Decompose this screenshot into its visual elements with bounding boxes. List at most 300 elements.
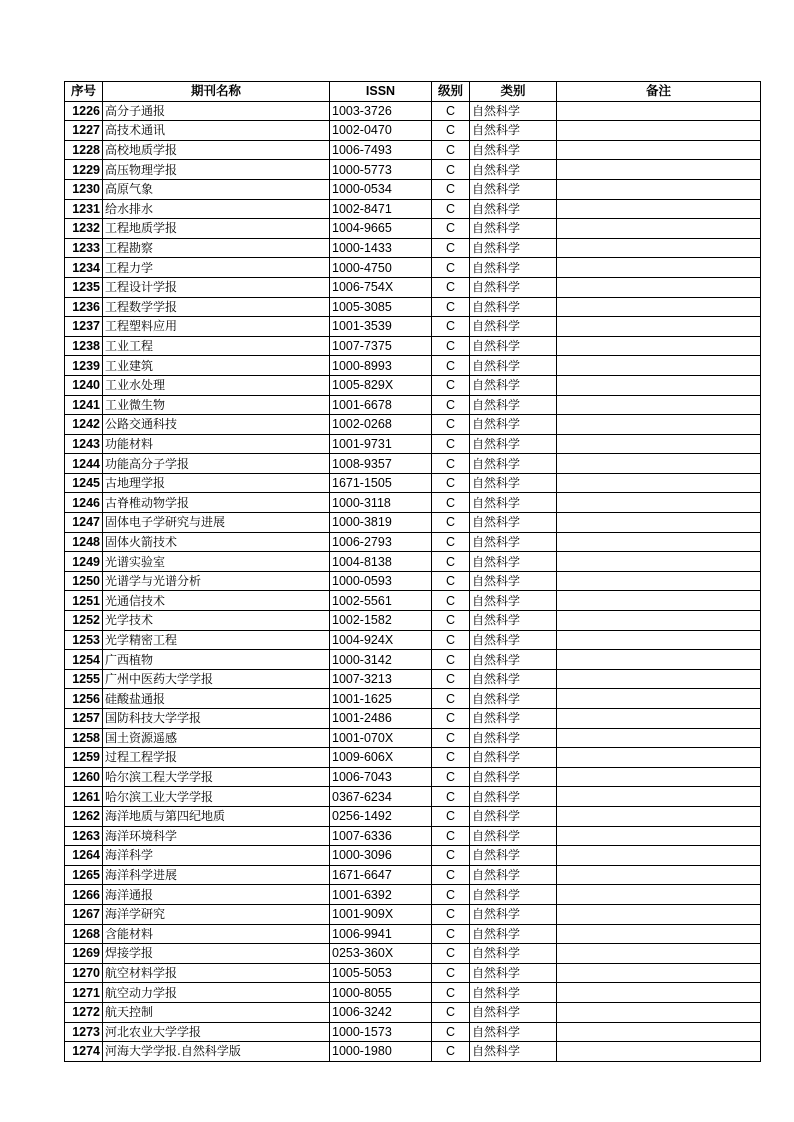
row-number: 1272 <box>65 1002 103 1022</box>
journal-name: 工程塑料应用 <box>103 317 330 337</box>
table-row <box>65 179 761 199</box>
category-cell: 自然科学 <box>470 297 557 317</box>
table-row <box>65 571 761 591</box>
issn-cell: 1001-1625 <box>330 689 432 709</box>
issn-cell: 1007-6336 <box>330 826 432 846</box>
category-cell: 自然科学 <box>470 689 557 709</box>
category-cell: 自然科学 <box>470 787 557 807</box>
row-number: 1256 <box>65 689 103 709</box>
table-row <box>65 356 761 376</box>
journal-name: 航空动力学报 <box>103 983 330 1003</box>
row-number: 1250 <box>65 571 103 591</box>
row-number: 1227 <box>65 121 103 141</box>
issn-cell: 0256-1492 <box>330 806 432 826</box>
note-cell <box>557 258 761 278</box>
level-cell: C <box>432 493 470 513</box>
row-number: 1228 <box>65 140 103 160</box>
journal-name: 海洋通报 <box>103 885 330 905</box>
level-cell: C <box>432 415 470 435</box>
level-cell: C <box>432 532 470 552</box>
journal-name: 光学精密工程 <box>103 630 330 650</box>
note-cell <box>557 160 761 180</box>
category-cell: 自然科学 <box>470 846 557 866</box>
category-cell: 自然科学 <box>470 493 557 513</box>
note-cell <box>557 904 761 924</box>
note-cell <box>557 219 761 239</box>
row-number: 1229 <box>65 160 103 180</box>
note-cell <box>557 826 761 846</box>
level-cell: C <box>432 258 470 278</box>
issn-cell: 1000-4750 <box>330 258 432 278</box>
row-number: 1234 <box>65 258 103 278</box>
table-row <box>65 297 761 317</box>
issn-cell: 1004-9665 <box>330 219 432 239</box>
issn-cell: 1001-909X <box>330 904 432 924</box>
category-cell: 自然科学 <box>470 904 557 924</box>
journal-name: 公路交通科技 <box>103 415 330 435</box>
journal-name: 海洋学研究 <box>103 904 330 924</box>
row-number: 1255 <box>65 669 103 689</box>
table-row <box>65 748 761 768</box>
journal-name: 光谱实验室 <box>103 552 330 572</box>
issn-cell: 1000-1980 <box>330 1042 432 1062</box>
table-row <box>65 767 761 787</box>
journal-name: 高分子通报 <box>103 101 330 121</box>
row-number: 1261 <box>65 787 103 807</box>
table-row <box>65 532 761 552</box>
row-number: 1230 <box>65 179 103 199</box>
category-cell: 自然科学 <box>470 317 557 337</box>
journal-name: 给水排水 <box>103 199 330 219</box>
note-cell <box>557 199 761 219</box>
issn-cell: 1009-606X <box>330 748 432 768</box>
note-cell <box>557 885 761 905</box>
level-cell: C <box>432 179 470 199</box>
note-cell <box>557 1042 761 1062</box>
journal-name: 光谱学与光谱分析 <box>103 571 330 591</box>
level-cell: C <box>432 865 470 885</box>
journal-name: 国防科技大学学报 <box>103 709 330 729</box>
level-cell: C <box>432 297 470 317</box>
note-cell <box>557 865 761 885</box>
category-cell: 自然科学 <box>470 454 557 474</box>
header-category: 类别 <box>470 82 557 102</box>
row-number: 1242 <box>65 415 103 435</box>
row-number: 1241 <box>65 395 103 415</box>
row-number: 1273 <box>65 1022 103 1042</box>
category-cell: 自然科学 <box>470 944 557 964</box>
category-cell: 自然科学 <box>470 650 557 670</box>
level-cell: C <box>432 277 470 297</box>
row-number: 1245 <box>65 473 103 493</box>
category-cell: 自然科学 <box>470 415 557 435</box>
journal-name: 工程设计学报 <box>103 277 330 297</box>
category-cell: 自然科学 <box>470 1042 557 1062</box>
level-cell: C <box>432 709 470 729</box>
row-number: 1266 <box>65 885 103 905</box>
journal-name: 工业建筑 <box>103 356 330 376</box>
level-cell: C <box>432 101 470 121</box>
issn-cell: 1006-3242 <box>330 1002 432 1022</box>
category-cell: 自然科学 <box>470 238 557 258</box>
level-cell: C <box>432 1042 470 1062</box>
issn-cell: 1005-5053 <box>330 963 432 983</box>
issn-cell: 1002-8471 <box>330 199 432 219</box>
journal-name: 光学技术 <box>103 611 330 631</box>
category-cell: 自然科学 <box>470 160 557 180</box>
issn-cell: 1005-3085 <box>330 297 432 317</box>
category-cell: 自然科学 <box>470 356 557 376</box>
level-cell: C <box>432 513 470 533</box>
note-cell <box>557 709 761 729</box>
row-number: 1244 <box>65 454 103 474</box>
row-number: 1270 <box>65 963 103 983</box>
table-row <box>65 904 761 924</box>
category-cell: 自然科学 <box>470 885 557 905</box>
issn-cell: 1002-0268 <box>330 415 432 435</box>
table-row <box>65 395 761 415</box>
category-cell: 自然科学 <box>470 983 557 1003</box>
category-cell: 自然科学 <box>470 611 557 631</box>
table-row <box>65 552 761 572</box>
issn-cell: 1004-924X <box>330 630 432 650</box>
table-row <box>65 865 761 885</box>
row-number: 1232 <box>65 219 103 239</box>
journal-name: 广州中医药大学学报 <box>103 669 330 689</box>
issn-cell: 1006-754X <box>330 277 432 297</box>
level-cell: C <box>432 395 470 415</box>
issn-cell: 1000-0593 <box>330 571 432 591</box>
category-cell: 自然科学 <box>470 709 557 729</box>
issn-cell: 1006-9941 <box>330 924 432 944</box>
level-cell: C <box>432 454 470 474</box>
category-cell: 自然科学 <box>470 121 557 141</box>
table-row <box>65 709 761 729</box>
note-cell <box>557 493 761 513</box>
journal-name: 固体火箭技术 <box>103 532 330 552</box>
table-row <box>65 238 761 258</box>
row-number: 1248 <box>65 532 103 552</box>
row-number: 1239 <box>65 356 103 376</box>
table-row <box>65 277 761 297</box>
issn-cell: 1000-3118 <box>330 493 432 513</box>
header-note: 备注 <box>557 82 761 102</box>
issn-cell: 1002-5561 <box>330 591 432 611</box>
note-cell <box>557 297 761 317</box>
journal-name: 航天控制 <box>103 1002 330 1022</box>
issn-cell: 1003-3726 <box>330 101 432 121</box>
row-number: 1247 <box>65 513 103 533</box>
level-cell: C <box>432 944 470 964</box>
level-cell: C <box>432 199 470 219</box>
level-cell: C <box>432 356 470 376</box>
category-cell: 自然科学 <box>470 669 557 689</box>
row-number: 1268 <box>65 924 103 944</box>
issn-cell: 1001-6678 <box>330 395 432 415</box>
note-cell <box>557 101 761 121</box>
note-cell <box>557 630 761 650</box>
level-cell: C <box>432 904 470 924</box>
note-cell <box>557 454 761 474</box>
category-cell: 自然科学 <box>470 513 557 533</box>
header-row <box>65 82 761 102</box>
table-row <box>65 375 761 395</box>
issn-cell: 1004-8138 <box>330 552 432 572</box>
category-cell: 自然科学 <box>470 101 557 121</box>
issn-cell: 1001-6392 <box>330 885 432 905</box>
row-number: 1260 <box>65 767 103 787</box>
category-cell: 自然科学 <box>470 806 557 826</box>
journal-name: 工业工程 <box>103 336 330 356</box>
issn-cell: 1007-3213 <box>330 669 432 689</box>
level-cell: C <box>432 1022 470 1042</box>
issn-cell: 1000-8055 <box>330 983 432 1003</box>
note-cell <box>557 944 761 964</box>
note-cell <box>557 552 761 572</box>
table-row <box>65 101 761 121</box>
journal-name: 海洋地质与第四纪地质 <box>103 806 330 826</box>
note-cell <box>557 356 761 376</box>
header-name: 期刊名称 <box>103 82 330 102</box>
table-row <box>65 983 761 1003</box>
note-cell <box>557 532 761 552</box>
journal-name: 固体电子学研究与进展 <box>103 513 330 533</box>
level-cell: C <box>432 846 470 866</box>
table-row <box>65 1042 761 1062</box>
level-cell: C <box>432 552 470 572</box>
row-number: 1258 <box>65 728 103 748</box>
note-cell <box>557 591 761 611</box>
category-cell: 自然科学 <box>470 728 557 748</box>
level-cell: C <box>432 1002 470 1022</box>
row-number: 1249 <box>65 552 103 572</box>
row-number: 1243 <box>65 434 103 454</box>
table-row <box>65 924 761 944</box>
note-cell <box>557 963 761 983</box>
journal-name: 海洋环境科学 <box>103 826 330 846</box>
category-cell: 自然科学 <box>470 277 557 297</box>
journal-name: 高压物理学报 <box>103 160 330 180</box>
issn-cell: 1000-8993 <box>330 356 432 376</box>
journal-name: 河海大学学报.自然科学版 <box>103 1042 330 1062</box>
table-row <box>65 454 761 474</box>
table-row <box>65 630 761 650</box>
table-row <box>65 199 761 219</box>
row-number: 1253 <box>65 630 103 650</box>
note-cell <box>557 121 761 141</box>
note-cell <box>557 1002 761 1022</box>
note-cell <box>557 336 761 356</box>
table-row <box>65 669 761 689</box>
row-number: 1238 <box>65 336 103 356</box>
note-cell <box>557 317 761 337</box>
category-cell: 自然科学 <box>470 630 557 650</box>
row-number: 1233 <box>65 238 103 258</box>
journal-name: 焊接学报 <box>103 944 330 964</box>
category-cell: 自然科学 <box>470 591 557 611</box>
issn-cell: 1671-1505 <box>330 473 432 493</box>
level-cell: C <box>432 317 470 337</box>
journal-name: 广西植物 <box>103 650 330 670</box>
issn-cell: 1000-3819 <box>330 513 432 533</box>
note-cell <box>557 650 761 670</box>
journal-name: 工程勘察 <box>103 238 330 258</box>
level-cell: C <box>432 238 470 258</box>
table-row <box>65 121 761 141</box>
table-row <box>65 611 761 631</box>
table-row <box>65 434 761 454</box>
issn-cell: 1002-0470 <box>330 121 432 141</box>
row-number: 1235 <box>65 277 103 297</box>
note-cell <box>557 728 761 748</box>
journal-name: 光通信技术 <box>103 591 330 611</box>
journal-name: 含能材料 <box>103 924 330 944</box>
level-cell: C <box>432 375 470 395</box>
issn-cell: 1002-1582 <box>330 611 432 631</box>
note-cell <box>557 473 761 493</box>
row-number: 1237 <box>65 317 103 337</box>
table-row <box>65 826 761 846</box>
table-row <box>65 846 761 866</box>
journal-name: 工程数学学报 <box>103 297 330 317</box>
row-number: 1246 <box>65 493 103 513</box>
note-cell <box>557 748 761 768</box>
category-cell: 自然科学 <box>470 140 557 160</box>
journal-name: 工业微生物 <box>103 395 330 415</box>
journal-name: 工业水处理 <box>103 375 330 395</box>
table-row <box>65 258 761 278</box>
journal-name: 高校地质学报 <box>103 140 330 160</box>
issn-cell: 1000-1573 <box>330 1022 432 1042</box>
row-number: 1226 <box>65 101 103 121</box>
table-row <box>65 650 761 670</box>
table-row <box>65 591 761 611</box>
category-cell: 自然科学 <box>470 532 557 552</box>
journal-table <box>64 81 761 1062</box>
note-cell <box>557 983 761 1003</box>
issn-cell: 1000-3096 <box>330 846 432 866</box>
row-number: 1259 <box>65 748 103 768</box>
level-cell: C <box>432 767 470 787</box>
row-number: 1251 <box>65 591 103 611</box>
note-cell <box>557 179 761 199</box>
category-cell: 自然科学 <box>470 395 557 415</box>
level-cell: C <box>432 924 470 944</box>
level-cell: C <box>432 473 470 493</box>
issn-cell: 1671-6647 <box>330 865 432 885</box>
table-row <box>65 219 761 239</box>
issn-cell: 1000-5773 <box>330 160 432 180</box>
note-cell <box>557 513 761 533</box>
row-number: 1274 <box>65 1042 103 1062</box>
table-row <box>65 513 761 533</box>
note-cell <box>557 395 761 415</box>
category-cell: 自然科学 <box>470 1022 557 1042</box>
category-cell: 自然科学 <box>470 748 557 768</box>
header-issn: ISSN <box>330 82 432 102</box>
journal-name: 航空材料学报 <box>103 963 330 983</box>
category-cell: 自然科学 <box>470 963 557 983</box>
level-cell: C <box>432 826 470 846</box>
level-cell: C <box>432 669 470 689</box>
note-cell <box>557 669 761 689</box>
level-cell: C <box>432 963 470 983</box>
issn-cell: 1001-2486 <box>330 709 432 729</box>
row-number: 1254 <box>65 650 103 670</box>
level-cell: C <box>432 611 470 631</box>
journal-name: 河北农业大学学报 <box>103 1022 330 1042</box>
note-cell <box>557 1022 761 1042</box>
level-cell: C <box>432 748 470 768</box>
category-cell: 自然科学 <box>470 375 557 395</box>
level-cell: C <box>432 806 470 826</box>
issn-cell: 1001-070X <box>330 728 432 748</box>
journal-name: 高原气象 <box>103 179 330 199</box>
row-number: 1252 <box>65 611 103 631</box>
table-body <box>65 101 761 1061</box>
table-row <box>65 317 761 337</box>
note-cell <box>557 277 761 297</box>
note-cell <box>557 689 761 709</box>
table-row <box>65 885 761 905</box>
row-number: 1240 <box>65 375 103 395</box>
issn-cell: 1001-3539 <box>330 317 432 337</box>
category-cell: 自然科学 <box>470 258 557 278</box>
category-cell: 自然科学 <box>470 219 557 239</box>
level-cell: C <box>432 434 470 454</box>
row-number: 1263 <box>65 826 103 846</box>
row-number: 1265 <box>65 865 103 885</box>
category-cell: 自然科学 <box>470 1002 557 1022</box>
table-row <box>65 806 761 826</box>
level-cell: C <box>432 121 470 141</box>
table-row <box>65 336 761 356</box>
issn-cell: 1006-7043 <box>330 767 432 787</box>
journal-name: 工程力学 <box>103 258 330 278</box>
issn-cell: 1006-2793 <box>330 532 432 552</box>
note-cell <box>557 787 761 807</box>
category-cell: 自然科学 <box>470 179 557 199</box>
table-row <box>65 415 761 435</box>
row-number: 1262 <box>65 806 103 826</box>
note-cell <box>557 571 761 591</box>
row-number: 1264 <box>65 846 103 866</box>
table-row <box>65 1002 761 1022</box>
journal-name: 高技术通讯 <box>103 121 330 141</box>
table-row <box>65 473 761 493</box>
level-cell: C <box>432 728 470 748</box>
journal-name: 功能高分子学报 <box>103 454 330 474</box>
table-row <box>65 963 761 983</box>
level-cell: C <box>432 571 470 591</box>
category-cell: 自然科学 <box>470 826 557 846</box>
row-number: 1257 <box>65 709 103 729</box>
table-row <box>65 787 761 807</box>
journal-name: 过程工程学报 <box>103 748 330 768</box>
issn-cell: 1008-9357 <box>330 454 432 474</box>
journal-name: 功能材料 <box>103 434 330 454</box>
note-cell <box>557 806 761 826</box>
category-cell: 自然科学 <box>470 336 557 356</box>
issn-cell: 0253-360X <box>330 944 432 964</box>
issn-cell: 1007-7375 <box>330 336 432 356</box>
row-number: 1269 <box>65 944 103 964</box>
level-cell: C <box>432 885 470 905</box>
category-cell: 自然科学 <box>470 571 557 591</box>
journal-name: 海洋科学进展 <box>103 865 330 885</box>
table-row <box>65 140 761 160</box>
level-cell: C <box>432 650 470 670</box>
